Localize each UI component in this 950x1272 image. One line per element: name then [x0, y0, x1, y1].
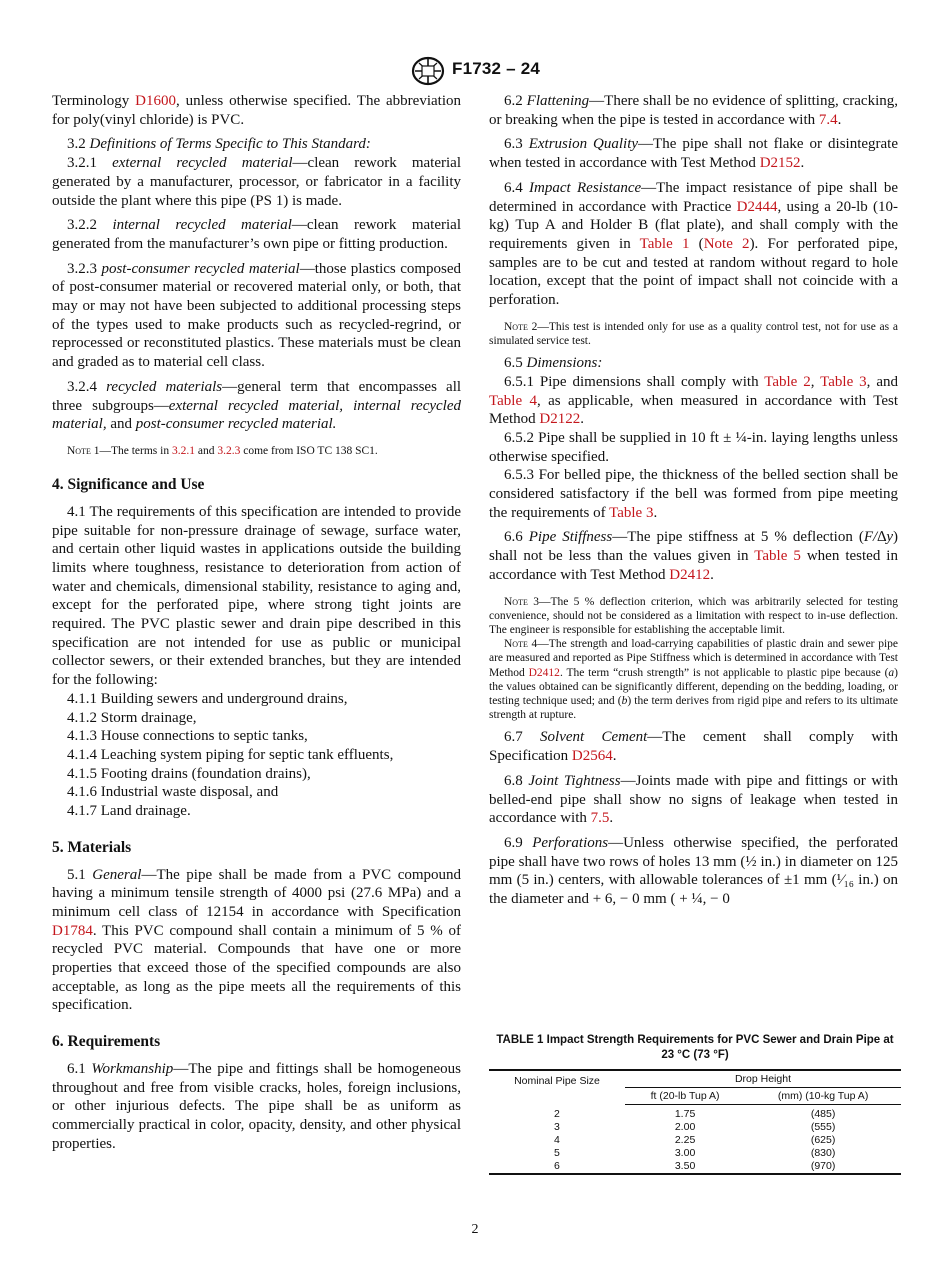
link-d2564[interactable]: D2564 [571, 748, 613, 765]
section-6-7: 6.7 Solvent Cement—The cement shall comply with Specification D2564. [489, 729, 898, 765]
section-6-5: 6.5 Dimensions: [504, 355, 603, 372]
link-d2444[interactable]: D2444 [736, 198, 778, 215]
column-header-ft: ft (20-lb Tup A) [625, 1088, 745, 1105]
section-3-2-1: 3.2.1 external recycled material—clean rework material generated by a manufacturer, processor, or fabricator in a facility outside the plant where this pipe (PS 1) is made. [52, 155, 461, 209]
section-6-8: 6.8 Joint Tightness—Joints made with pipe and fittings or with belled-end pipe shall show no signs of leakage when tested in accordance with 7.5. [489, 772, 899, 827]
table-row: 4 2.25 (625) [554, 1134, 836, 1146]
link-d2152[interactable]: D2152 [759, 155, 801, 172]
table-row: 3 2.00 (555) [554, 1121, 836, 1133]
standard-designation: F1732 – 24 [452, 59, 541, 78]
column-header-drop: Drop Height [625, 1070, 901, 1088]
heading-requirements: 6. Requirements [52, 1033, 161, 1051]
table-row: 6 3.50 (970) [489, 1160, 901, 1174]
table-row: 5 3.00 (830) [554, 1147, 836, 1159]
list-item: 4.1.6 Industrial waste disposal, and [67, 784, 279, 801]
link-7-4[interactable]: 7.4 [818, 111, 838, 128]
left-column [52, 92, 461, 1153]
link-d1784[interactable]: D1784 [52, 922, 93, 939]
right-column [489, 92, 898, 909]
link-3-2-3[interactable]: 3.2.3 [217, 444, 241, 457]
link-table-2[interactable]: Table 2 [764, 373, 811, 390]
section-6-6: 6.6 Pipe Stiffness—The pipe stiffness at 5 % deflection (F/∆y) shall not be less than the values given in Table 5 when tested in accordance with Test Method D2412. [489, 529, 899, 583]
astm-logo-icon [411, 56, 445, 86]
section-3-2-4: 3.2.4 recycled materials—general term that encompasses all three subgroups—external recycled material, internal recycled material, and post-consumer recycled material. [52, 378, 462, 433]
page-number: 2 [471, 1222, 479, 1237]
paragraph-terminology: Terminology D1600, unless otherwise specified. The abbreviation for poly(vinyl chloride) is PVC. [52, 93, 461, 128]
heading-significance-and-use: 4. Significance and Use [52, 476, 205, 494]
list-item: 4.1.4 Leaching system piping for septic tank effluents, [67, 747, 394, 763]
section-6-2: 6.2 Flattening—There shall be no evidence of splitting, cracking, or breaking when the pipe is tested in accordance with 7.4. [489, 93, 898, 128]
section-6-4: 6.4 Impact Resistance—The impact resistance of pipe shall be determined in accordance with Practice D2444, using a 20-lb (10-kg) Tup A and Holder B (flat plate), and shall comply with the requirements given in Table 1 (Note 2). For perforated pipe, samples are to be cut and tested at random without regard to hole location, except that the point of impact shall not coincide with a perforation. [489, 179, 898, 309]
section-3-2-3: 3.2.3 post-consumer recycled material—those plastics composed of post-consumer material or recovered material only, or both, that may or may not have been subjected to additional processing steps of the types used to make products such as recycled-regrind, or reprocessed or reconstituted plastics. These materials must be clean and graded as to material cell class. [52, 260, 462, 371]
section-6-3: 6.3 Extrusion Quality—The pipe shall not flake or disintegrate when tested in accordance with Test Method D2152. [489, 136, 899, 172]
section-6-1: 6.1 Workmanship—The pipe and fittings shall be homogeneous throughout and free from visible cracks, holes, foreign inclusions, or other injurious defects. The pipe shall be as uniform as commercially practical in color, opacity, density, and other physical properties. [52, 1060, 462, 1152]
page-header [0, 56, 950, 92]
link-d2122[interactable]: D2122 [539, 411, 581, 428]
list-4-1 [52, 690, 461, 821]
link-d1600[interactable]: D1600 [135, 93, 177, 109]
link-table-1[interactable]: Table 1 [639, 235, 690, 252]
link-note-2[interactable]: Note 2 [703, 235, 750, 252]
section-4-1: 4.1 The requirements of this specification are intended to provide pipe suitable for non-pressure drainage of sewage, surface water, and certain other liquid wastes in applications outside the building limits where toughness, resistance to deterioration from action of water and chemicals, dimensional stability, resistance to aging and, except for the perforated pipe, where strong tight joints are required. The PVC plastic sewer and drain pipe described in this specification are not intended for use as public or municipal collector sewers, or their extended branches, but they are intended for the following: [52, 503, 461, 689]
column-header-mm: (mm) (10-kg Tup A) [745, 1088, 901, 1105]
note-3: Note 3—The 5 % deflection criterion, which was arbitrarily selected for testing convenience, should not be considered as a limitation with respect to in-use deflection. The engineer is responsible for establishing the acceptable limit. [489, 595, 898, 636]
note-2: Note 2—This test is intended only for use as a quality control test, not for use as a simulated service test. [489, 320, 898, 347]
impact-strength-table [489, 1069, 901, 1175]
note-4: Note 4—The strength and load-carrying capabilities of plastic drain and sewer pipe are measured and reported as Pipe Stiffness which is determined in accordance with Test Method D2412. The term “crush strength” is not applicable to plastic pipe because (a) the values obtained can be significantly different, depending on the bedding, loading, or testing technique used; and (b) the term derives from rigid pipe and refers to its ultimate strength at rupture. [489, 638, 899, 722]
section-6-9: 6.9 Perforations—Unless otherwise specified, the perforated pipe shall have two rows of holes 13 mm (½ in.) in diameter on 125 mm (5 in.) centers, with allowable tolerances of ±1 mm (¹⁄₁₆ in.) on the diameter and + 6, − 0 mm ( + ¼, − 0 [489, 834, 898, 908]
note-1: Note 1—The terms in 3.2.1 and 3.2.3 come from ISO TC 138 SC1. [67, 444, 378, 457]
link-d2412[interactable]: D2412 [669, 566, 711, 583]
list-item: 4.1.3 House connections to septic tanks, [67, 728, 308, 745]
table-title: TABLE 1 Impact Strength Requirements for PVC Sewer and Drain Pipe at 23 °C (73 °F) [496, 1034, 894, 1061]
section-3-2-2: 3.2.2 internal recycled material—clean rework material generated from the manufacturer’s own pipe or fitting production. [52, 217, 461, 252]
link-table-3[interactable]: Table 3 [820, 373, 867, 390]
table-row: 2 1.75 (485) [554, 1107, 836, 1120]
link-3-2-1[interactable]: 3.2.1 [171, 444, 195, 457]
list-item: 4.1.1 Building sewers and underground drains, [67, 690, 348, 707]
link-7-5[interactable]: 7.5 [590, 810, 610, 827]
list-item: 4.1.7 Land drainage. [67, 803, 191, 820]
link-table-5[interactable]: Table 5 [754, 548, 801, 565]
link-d2412-note[interactable]: D2412 [528, 666, 560, 679]
section-6-5-1: 6.5.1 Pipe dimensions shall comply with Table 2, Table 3, and Table 4, as applicable, when measured in accordance with Test Method D2122. [489, 373, 898, 428]
section-6-5-2: 6.5.2 Pipe shall be supplied in 10 ft ± ¼-in. laying lengths unless otherwise specified. [489, 429, 898, 465]
link-table-3-b[interactable]: Table 3 [609, 504, 654, 521]
section-6-5-3: 6.5.3 For belled pipe, the thickness of the belled section shall be considered satisfactory if the bell was formed from pipe meeting the requirements of Table 3. [489, 467, 898, 521]
section-3-2: 3.2 Definitions of Terms Specific to This Standard: [67, 136, 371, 153]
link-table-4[interactable]: Table 4 [489, 392, 537, 409]
table-1 [489, 1033, 901, 1175]
column-header-size: Nominal Pipe Size [514, 1075, 600, 1087]
list-item: 4.1.5 Footing drains (foundation drains), [67, 765, 311, 782]
section-5-1: 5.1 General—The pipe shall be made from a PVC compound having a minimum tensile strength of 4000 psi (27.6 MPa) and a minimum cell class of 12154 in accordance with Specification D1784. This PVC compound shall contain a minimum of 5 % of recycled PVC material. Compounds that have one or more properties that exceed those of the specified compounds are also acceptable, as long as the pipe meets all the requirements of this specification. [52, 866, 462, 1014]
list-item: 4.1.2 Storm drainage, [67, 709, 197, 726]
heading-materials: 5. Materials [52, 838, 132, 856]
